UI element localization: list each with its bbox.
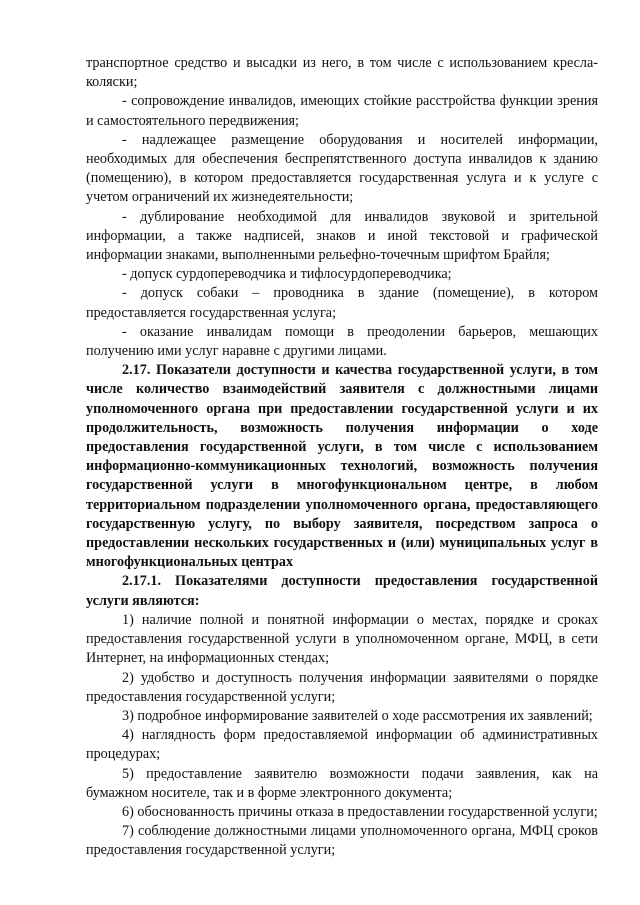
paragraph-equipment-placement: - надлежащее размещение оборудования и носителей информации, необходимых для обеспечения беспрепятственного доступа инвалидов к зданию (помещению), в котором предоставляется государственная услуга и к услуге с учетом ограничений их жизнедеятельности; [86,131,598,206]
list-item-5: 5) предоставление заявителю возможности подачи заявления, как на бумажном носителе, так и в форме электронного документа; [86,765,598,801]
paragraph-braille-duplication: - дублирование необходимой для инвалидов звуковой и зрительной информации, а также надписей, знаков и иной текстовой и графической информации знаками, выполненными рельефно-точечным шрифтом Брайля; [86,208,598,264]
list-item-2: 2) удобство и доступность получения информации заявителями о порядке предоставления государственной услуги; [86,669,598,705]
list-item-4: 4) наглядность форм предоставляемой информации об административных процедурах; [86,727,598,763]
document-page [86,54,598,861]
section-heading-2-17: 2.17. Показатели доступности и качества государственной услуги, в том числе количество взаимодействий заявителя с должностными лицами уполномоченного органа при предоставлении государственной услуги и их продолжительность, возможность получения информации о ходе предоставления государственной услуги, в том числе с использованием информационно-коммуникационных технологий, возможность получения государственной услуги в многофункциональном центре, в любом территориальном подразделении уполномоченного органа, предоставляющего государственную услугу, по выбору заявителя, посредством запроса о предоставлении нескольких государственных и (или) муниципальных услуг в многофункциональных центрах [86,362,598,571]
paragraph-transport: транспортное средство и высадки из него, в том числе с использованием кресла-коляски; [86,55,598,91]
paragraph-guide-dog: - допуск собаки – проводника в здание (помещение), в котором предоставляется государственная услуга; [86,285,598,321]
list-item-1: 1) наличие полной и понятной информации о местах, порядке и сроках предоставления государственной услуги в уполномоченном органе, МФЦ, в сети Интернет, на информационных стендах; [86,611,598,667]
section-heading-2-17-1: 2.17.1. Показателями доступности предоставления государственной услуги являются: [86,573,598,609]
list-item-7: 7) соблюдение должностными лицами уполномоченного органа, МФЦ сроков предоставления государственной услуги; [86,823,598,859]
paragraph-sign-interpreter: - допуск сурдопереводчика и тифлосурдопереводчика; [122,266,452,283]
list-item-6: 6) обоснованность причины отказа в предоставлении государственной услуги; [122,803,598,820]
paragraph-barrier-assistance: - оказание инвалидам помощи в преодолении барьеров, мешающих получению ими услуг наравне с другими лицами. [86,323,598,360]
list-item-3: 3) подробное информирование заявителей о ходе рассмотрения их заявлений; [122,707,593,724]
paragraph-escort: - сопровождение инвалидов, имеющих стойкие расстройства функции зрения и самостоятельного передвижения; [86,93,598,129]
